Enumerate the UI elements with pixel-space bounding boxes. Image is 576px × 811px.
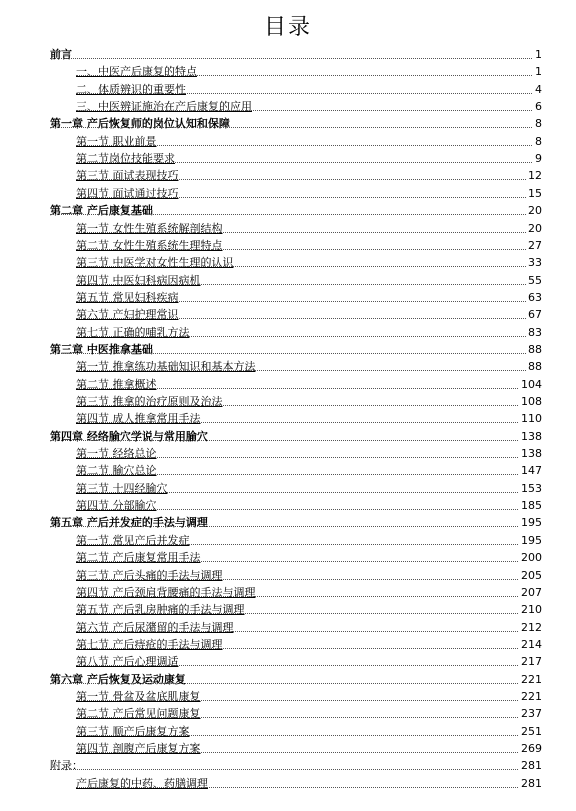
toc-dot-leader [76,492,540,493]
toc-entry-title: 第二节 产后康复常用手法 [76,551,201,565]
toc-entry-page: 138 [521,447,542,461]
toc-entry[interactable] [0,63,576,80]
toc-entry[interactable] [0,497,576,514]
toc-entry-title: 第三章 中医推拿基础 [50,342,153,356]
toc-entry-title: 第五节 产后乳房肿痛的手法与调理 [76,603,245,617]
toc-entry-page: 217 [521,655,542,669]
toc-entry-page: 195 [521,533,542,547]
toc-entry-title: 第一节 职业前景 [76,134,157,148]
toc-dot-leader [76,388,540,389]
toc-dot-leader [76,318,540,319]
toc-entry-page: 138 [521,429,542,443]
toc-entry[interactable] [0,46,576,63]
toc-entry-title: 第三节 顺产后康复方案 [76,724,190,738]
toc-entry[interactable] [0,775,576,792]
toc-dot-leader [50,440,540,441]
toc-entry-page: 147 [521,464,542,478]
toc-dot-leader [76,457,540,458]
toc-entry-page: 281 [521,759,542,773]
toc-dot-leader [76,648,540,649]
toc-dot-leader [76,93,540,94]
toc-entry-title: 第三节 十四经腧穴 [76,481,168,495]
toc-entry-title: 附录： [50,759,83,773]
toc-dot-leader [76,474,540,475]
toc-entry-page: 185 [521,499,542,513]
toc-entry-title: 第四节 成人推拿常用手法 [76,412,201,426]
toc-entry[interactable] [0,619,576,636]
toc-entry[interactable] [0,462,576,479]
toc-entry-page: 221 [521,672,542,686]
toc-entry[interactable] [0,81,576,98]
toc-entry[interactable] [0,220,576,237]
toc-entry-page: 27 [528,238,542,252]
toc-dot-leader [50,769,540,770]
toc-entry-title: 第三节 产后头痛的手法与调理 [76,568,223,582]
toc-entry-title: 二、体质辨识的重要性 [76,82,186,96]
toc-dot-leader [76,162,540,163]
toc-entry-page: 110 [521,412,542,426]
toc-entry[interactable] [0,393,576,410]
toc-dot-leader [76,579,540,580]
toc-entry-page: 1 [535,65,542,79]
toc-entry-title: 第二章 产后康复基础 [50,204,153,218]
toc-entry-page: 20 [528,221,542,235]
toc-dot-leader [76,145,540,146]
toc-entry-title: 前言 [50,48,72,61]
toc-entry-page: 281 [521,776,542,790]
toc-entry[interactable] [0,376,576,393]
toc-entry-page: 200 [521,551,542,565]
toc-entry[interactable] [0,688,576,705]
toc-entry-title: 第二节 腧穴总论 [76,464,157,478]
toc-entry[interactable] [0,480,576,497]
toc-entry-title: 第五节 常见妇科疾病 [76,290,179,304]
toc-entry-page: 9 [535,152,542,166]
toc-entry-page: 88 [528,342,542,356]
toc-entry-title: 第一节 女性生殖系统解剖结构 [76,221,223,235]
toc-entry-title: 产后康复的中药、药膳调理 [76,776,208,790]
toc-entry[interactable] [0,723,576,740]
toc-entry[interactable] [0,653,576,670]
toc-entry-page: 221 [521,689,542,703]
toc-entry[interactable] [0,410,576,427]
toc-entry[interactable] [0,115,576,132]
toc-entry-page: 63 [528,290,542,304]
toc-entry-title: 第四节 产后颈肩背腰痛的手法与调理 [76,585,256,599]
toc-entry-title: 第一节 骨盆及盆底肌康复 [76,689,201,703]
toc-entry-title: 第四节 剖腹产后康复方案 [76,742,201,755]
toc-entry[interactable] [0,150,576,167]
toc-entry-page: 104 [521,377,542,391]
toc-entry[interactable] [0,514,576,531]
toc-dot-leader [76,110,540,111]
toc-entry-title: 第一节 经络总论 [76,447,157,461]
toc-dot-leader [76,249,540,250]
toc-dot-leader [50,683,540,684]
toc-entry-title: 第二节岗位技能要求 [76,152,175,166]
toc-entry-page: 207 [521,585,542,599]
toc-entry-title: 第三节 面试表现技巧 [76,169,179,183]
toc-entry-title: 第一章 产后恢复师的岗位认知和保障 [50,117,230,131]
toc-dot-leader [50,353,540,354]
toc-entry-page: 12 [528,169,542,183]
toc-entry[interactable] [0,202,576,219]
toc-entry-title: 第二节 推拿概述 [76,377,157,391]
toc-dot-leader [76,735,540,736]
toc-entry[interactable] [0,671,576,688]
toc-dot-leader [76,75,540,76]
toc-dot-leader [76,509,540,510]
toc-entry-title: 第四章 经络腧穴学说与常用腧穴 [50,429,208,443]
toc-dot-leader [76,787,540,788]
toc-entry-title: 第三节 中医学对女性生理的认识 [76,256,234,270]
toc-dot-leader [76,700,540,701]
toc-entry[interactable] [0,757,576,774]
toc-entry[interactable] [0,549,576,566]
toc-entry[interactable] [0,341,576,358]
toc-entry-title: 第一节 推拿练功基础知识和基本方法 [76,360,256,374]
toc-dot-leader [76,665,540,666]
toc-entry-title: 第五章 产后并发症的手法与调理 [50,516,208,530]
toc-entry[interactable] [0,98,576,115]
toc-entry-title: 一、中医产后康复的特点 [76,65,197,79]
toc-dot-leader [76,370,540,371]
toc-entry-page: 269 [521,742,542,755]
toc-entry-page: 205 [521,568,542,582]
toc-dot-leader [76,232,540,233]
toc-entry[interactable] [0,428,576,445]
page-title: 目录 [263,15,312,40]
toc-entry-title: 第一节 常见产后并发症 [76,533,190,547]
toc-entry[interactable] [0,289,576,306]
toc-entry-page: 212 [521,620,542,634]
toc-entry-title: 第六节 产妇护理常识 [76,308,179,322]
toc-entry[interactable] [0,532,576,549]
toc-entry-title: 第六节 产后尿潴留的手法与调理 [76,620,234,634]
toc-entry[interactable] [0,445,576,462]
toc-entry[interactable] [0,601,576,618]
toc-entry-page: 88 [528,360,542,374]
toc-entry[interactable] [0,584,576,601]
toc-entry[interactable] [0,636,576,653]
toc-dot-leader [76,544,540,545]
toc-entry-title: 第七节 产后痔疮的手法与调理 [76,637,223,651]
toc-entry-page: 108 [521,395,542,408]
toc-dot-leader [76,336,540,337]
toc-entry-page: 33 [528,256,542,270]
toc-entry[interactable] [0,133,576,150]
toc-entry-title: 三、中医辨证施治在产后康复的应用 [76,100,252,114]
toc-entry-page: 237 [521,707,542,721]
toc-entry-page: 153 [521,481,542,495]
toc-entry[interactable] [0,324,576,341]
toc-dot-leader [76,284,540,285]
toc-dot-leader [76,422,540,423]
toc-dot-leader [76,266,540,267]
toc-dot-leader [50,58,540,59]
toc-entry[interactable] [0,705,576,722]
toc-entry-page: 214 [521,637,542,651]
toc-dot-leader [76,631,540,632]
toc-entry-title: 第四节 面试通过技巧 [76,186,179,200]
toc-entry[interactable] [0,167,576,184]
toc-dot-leader [76,405,540,406]
toc-entry-title: 第三节 推拿的治疗原则及治法 [76,395,223,408]
toc-dot-leader [76,561,540,562]
toc-entry-page: 67 [528,308,542,322]
toc-dot-leader [50,214,540,215]
toc-dot-leader [76,301,540,302]
toc-entry-title: 第七节 正确的哺乳方法 [76,325,190,339]
toc-entry-title: 第二节 产后常见问题康复 [76,707,201,721]
toc-dot-leader [76,197,540,198]
toc-dot-leader [76,179,540,180]
toc-entry[interactable] [0,306,576,323]
toc-entry-page: 20 [528,204,542,218]
toc-entry-title: 第二节 女性生殖系统生理特点 [76,238,223,252]
toc-dot-leader [76,717,540,718]
toc-entry-title: 第六章 产后恢复及运动康复 [50,672,186,686]
toc-dot-leader [50,526,540,527]
toc-entry-page: 195 [521,516,542,530]
toc-entry-page: 6 [535,100,542,114]
toc-dot-leader [76,613,540,614]
toc-entry-page: 210 [521,603,542,617]
toc-dot-leader [76,596,540,597]
toc-entry-page: 8 [535,117,542,131]
toc-entry-title: 第四节 中医妇科病因病机 [76,273,201,287]
toc-entry[interactable] [0,740,576,757]
toc-entry[interactable] [0,254,576,271]
toc-entry[interactable] [0,358,576,375]
toc-entry[interactable] [0,237,576,254]
toc-entry-page: 1 [535,48,542,61]
toc-entry-page: 55 [528,273,542,287]
toc-entry[interactable] [0,272,576,289]
toc-dot-leader [50,127,540,128]
toc-dot-leader [76,752,540,753]
toc-entry[interactable] [0,567,576,584]
toc-entry[interactable] [0,185,576,202]
toc-entry-page: 83 [528,325,542,339]
toc-entry-page: 4 [535,82,542,96]
toc-entry-title: 第四节 分部腧穴 [76,499,157,513]
toc-entry-page: 15 [528,186,542,200]
toc-entry-page: 251 [521,724,542,738]
toc-entry-page: 8 [535,134,542,148]
toc-entry-title: 第八节 产后心理调适 [76,655,179,669]
